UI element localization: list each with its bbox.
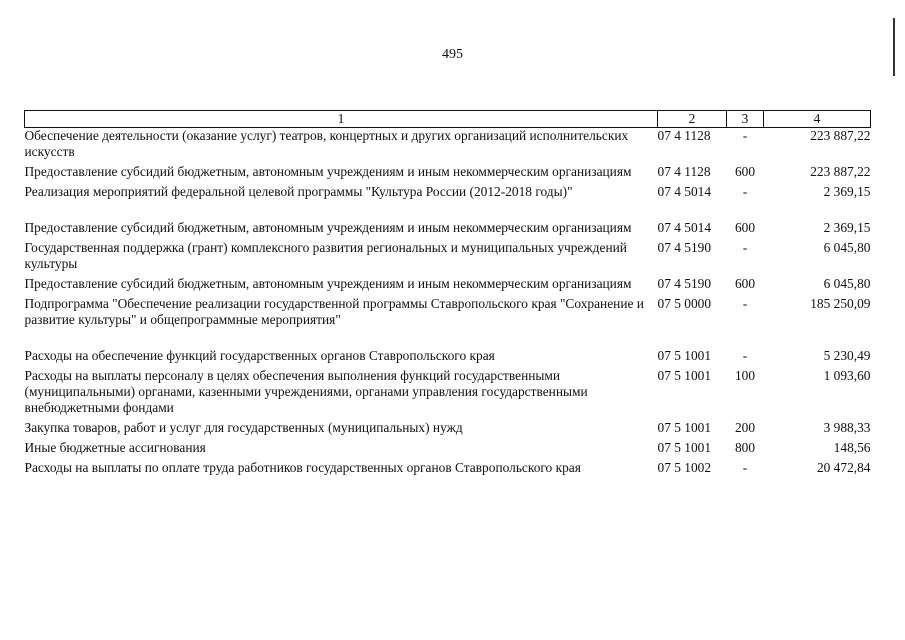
row-name: Подпрограмма "Обеспечение реализации государственной программы Ставропольского края "Сохранение и развитие культуры" и общепрограммные мероприятия" <box>24 296 644 327</box>
table-row <box>25 420 871 440</box>
row-code: 07 5 1001 <box>657 420 712 435</box>
table-row <box>25 220 871 240</box>
row-code: 07 5 1001 <box>657 440 712 455</box>
header-col-3: 3 <box>727 111 764 128</box>
row-code: 07 5 0000 <box>657 296 712 311</box>
row-name: Государственная поддержка (грант) комплексного развития региональных и муниципальных учреждений культуры <box>24 240 627 271</box>
table-row <box>25 184 871 220</box>
row-type: 600 <box>734 164 756 179</box>
row-type: 800 <box>734 440 756 455</box>
row-code: 07 4 1128 <box>657 164 711 179</box>
scan-edge-mark <box>893 18 895 76</box>
table-row <box>25 164 871 184</box>
row-type: - <box>742 184 748 199</box>
row-name: Реализация мероприятий федеральной целевой программы "Культура России (2012-2018 годы)" <box>24 184 573 199</box>
row-name: Обеспечение деятельности (оказание услуг) театров, концертных и других организаций исполнительских искусств <box>24 128 629 159</box>
table-row <box>25 128 871 165</box>
row-name: Предоставление субсидий бюджетным, автономным учреждениям и иным некоммерческим организациям <box>24 276 632 291</box>
header-col-4: 4 <box>764 111 871 128</box>
row-code: 07 4 5014 <box>657 220 712 235</box>
table-row <box>25 460 871 480</box>
row-type: - <box>742 296 748 311</box>
header-col-2: 2 <box>658 111 727 128</box>
row-amount: 6 045,80 <box>823 276 871 291</box>
row-type: 100 <box>734 368 756 383</box>
row-amount: 20 472,84 <box>816 460 871 475</box>
row-code: 07 5 1002 <box>657 460 712 475</box>
row-code: 07 4 5190 <box>657 240 712 255</box>
row-amount: 185 250,09 <box>810 296 871 311</box>
row-type: - <box>742 460 748 475</box>
row-amount: 148,56 <box>833 440 871 455</box>
row-name: Расходы на выплаты по оплате труда работников государственных органов Ставропольского края <box>24 460 581 475</box>
row-name: Расходы на выплаты персоналу в целях обеспечения выполнения функций государственными (муниципальными) органами, казенными учреждениями, органами управления государственными внебюджетными фондами <box>24 368 588 415</box>
row-amount: 5 230,49 <box>823 348 871 363</box>
row-code: 07 4 5014 <box>657 184 712 199</box>
row-name: Предоставление субсидий бюджетным, автономным учреждениям и иным некоммерческим организациям <box>24 220 632 235</box>
row-name: Иные бюджетные ассигнования <box>24 440 206 455</box>
row-code: 07 5 1001 <box>657 348 712 363</box>
page-number: 495 <box>442 47 463 62</box>
budget-table <box>24 110 871 480</box>
table-row <box>25 368 871 420</box>
header-col-1: 1 <box>25 111 658 128</box>
row-name: Закупка товаров, работ и услуг для государственных (муниципальных) нужд <box>24 420 463 435</box>
table-row <box>25 296 871 348</box>
row-amount: 3 988,33 <box>823 420 871 435</box>
table-row <box>25 276 871 296</box>
row-amount: 6 045,80 <box>823 240 871 255</box>
row-name: Предоставление субсидий бюджетным, автономным учреждениям и иным некоммерческим организациям <box>24 164 632 179</box>
table-row <box>25 440 871 460</box>
table-row <box>25 240 871 276</box>
row-amount: 1 093,60 <box>823 368 871 383</box>
row-code: 07 4 1128 <box>657 128 711 143</box>
row-type: - <box>742 348 748 363</box>
row-type: - <box>742 240 748 255</box>
row-amount: 2 369,15 <box>823 220 871 235</box>
row-type: 200 <box>734 420 756 435</box>
row-amount: 223 887,22 <box>810 128 871 143</box>
table-row <box>25 348 871 368</box>
table-header-row <box>25 111 871 128</box>
row-amount: 223 887,22 <box>810 164 871 179</box>
row-type: 600 <box>734 220 756 235</box>
row-code: 07 4 5190 <box>657 276 712 291</box>
row-name: Расходы на обеспечение функций государственных органов Ставропольского края <box>24 348 495 363</box>
row-amount: 2 369,15 <box>823 184 871 199</box>
row-type: 600 <box>734 276 756 291</box>
row-code: 07 5 1001 <box>657 368 712 383</box>
row-type: - <box>742 128 748 143</box>
